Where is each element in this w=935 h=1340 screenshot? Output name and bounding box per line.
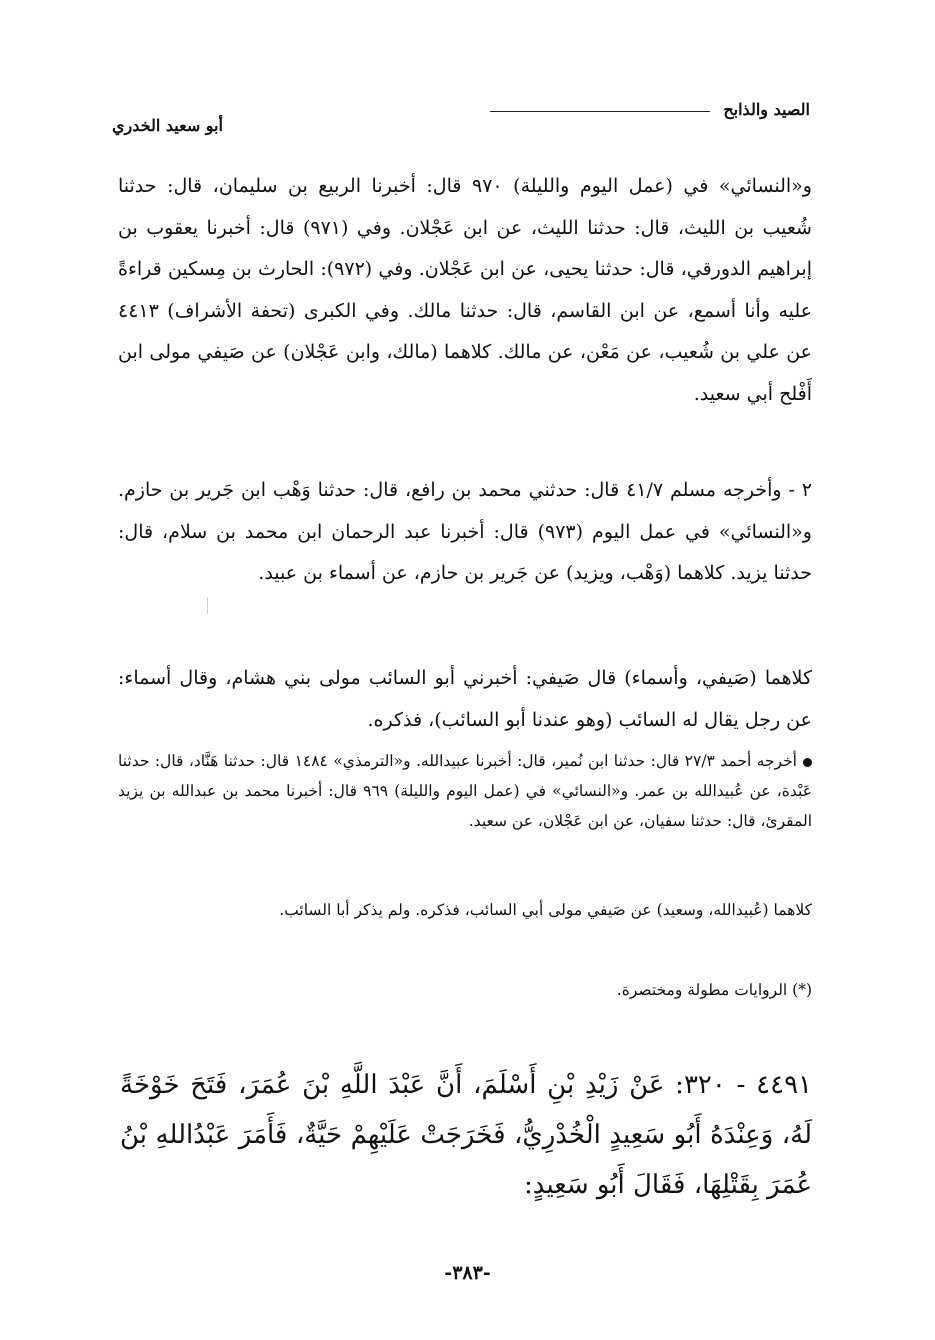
page-number: -٣٨٣-: [444, 1262, 491, 1284]
footnote-1: [118, 746, 812, 836]
footnote-1-text: أخرجه أحمد ٢٧/٣ قال: حدثنا ابن نُمير، قال: أخبرنا عبيدالله. و«الترمذي» ١٤٨٤ قال: حدثنا هَنَّاد، قال: حدثنا عَبْدة، عن عُبيدالله بن عمر. و«النسائي» في (عمل اليوم والليلة) ٩٦٩ قال: أخبرنا محمد بن عبدالله بن يزيد المقرئ، قال: حدثنا سفيان، عن ابن عَجْلان، عن سعيد.: [118, 752, 812, 830]
body-paragraph-1: و«النسائي» في (عمل اليوم والليلة) ٩٧٠ قال: أخبرنا الربيع بن سليمان، قال: حدثنا شُعيب بن الليث، قال: حدثنا الليث، عن ابن عَجْلان. وفي (٩٧١) قال: أخبرنا يعقوب بن إبراهيم الدورقي، قال: حدثنا يحيى، عن ابن عَجْلان. وفي (٩٧٢): الحارث بن مِسكين قراءةً عليه وأنا أسمع، عن ابن القاسم، قال: حدثنا مالك. وفي الكبرى (تحفة الأشراف) ٤٤١٣ عن علي بن شُعيب، عن مَعْن، عن مالك. كلاهما (مالك، وابن عَجْلان) عن صَيفي مولى ابن أَفْلح أبي سعيد.: [118, 175, 812, 405]
chapter-title: الصيد والذابح: [723, 100, 810, 119]
body-paragraph-2: ٢ - وأخرجه مسلم ٤١/٧ قال: حدثني محمد بن رافع، قال: حدثنا وَهْب ابن جَرير بن حازم. و«النسائي» في عمل اليوم (٩٧٣) قال: أخبرنا عبد الرحمان ابن محمد بن سلام، قال: حدثنا يزيد. كلاهما (وَهْب، ويزيد) عن جَرير بن حازم، عن أسماء بن عبيد.: [118, 479, 812, 584]
header-rule: [490, 111, 710, 112]
bullet-icon: [803, 758, 812, 767]
narrator-name: أبو سعيد الخدري: [112, 116, 223, 135]
running-header: [112, 100, 810, 140]
hadith-text: ٤٤٩١ - ٣٢٠: عَنْ زَيْدِ بْنِ أَسْلَمَ، أَنَّ عَبْدَ اللَّهِ بْنَ عُمَرَ، فَتَحَ خَوْخَةً لَهُ، وَعِنْدَهُ أَبُو سَعِيدٍ الْخُدْرِيُّ، فَخَرَجَتْ عَلَيْهِمْ حَيَّةٌ، فَأَمَرَ عَبْدُاللهِ بْنُ عُمَرَ بِقَتْلِهَا، فَقَالَ أَبُو سَعِيدٍ:: [120, 1070, 812, 1200]
footnote-2: كلاهما (عُبيدالله، وسعيد) عن صَيفي مولى أبي السائب، فذكره. ولم يذكر أبا السائب.: [279, 901, 812, 919]
scan-mark: [207, 598, 208, 614]
footnote-3: (*) الروايات مطولة ومختصرة.: [616, 981, 812, 999]
body-paragraph-3: كلاهما (صَيفي، وأسماء) قال صَيفي: أخبرني أبو السائب مولى بني هشام، وقال أسماء: عن رجل يقال له السائب (وهو عندنا أبو السائب)، فذكره.: [118, 667, 812, 731]
